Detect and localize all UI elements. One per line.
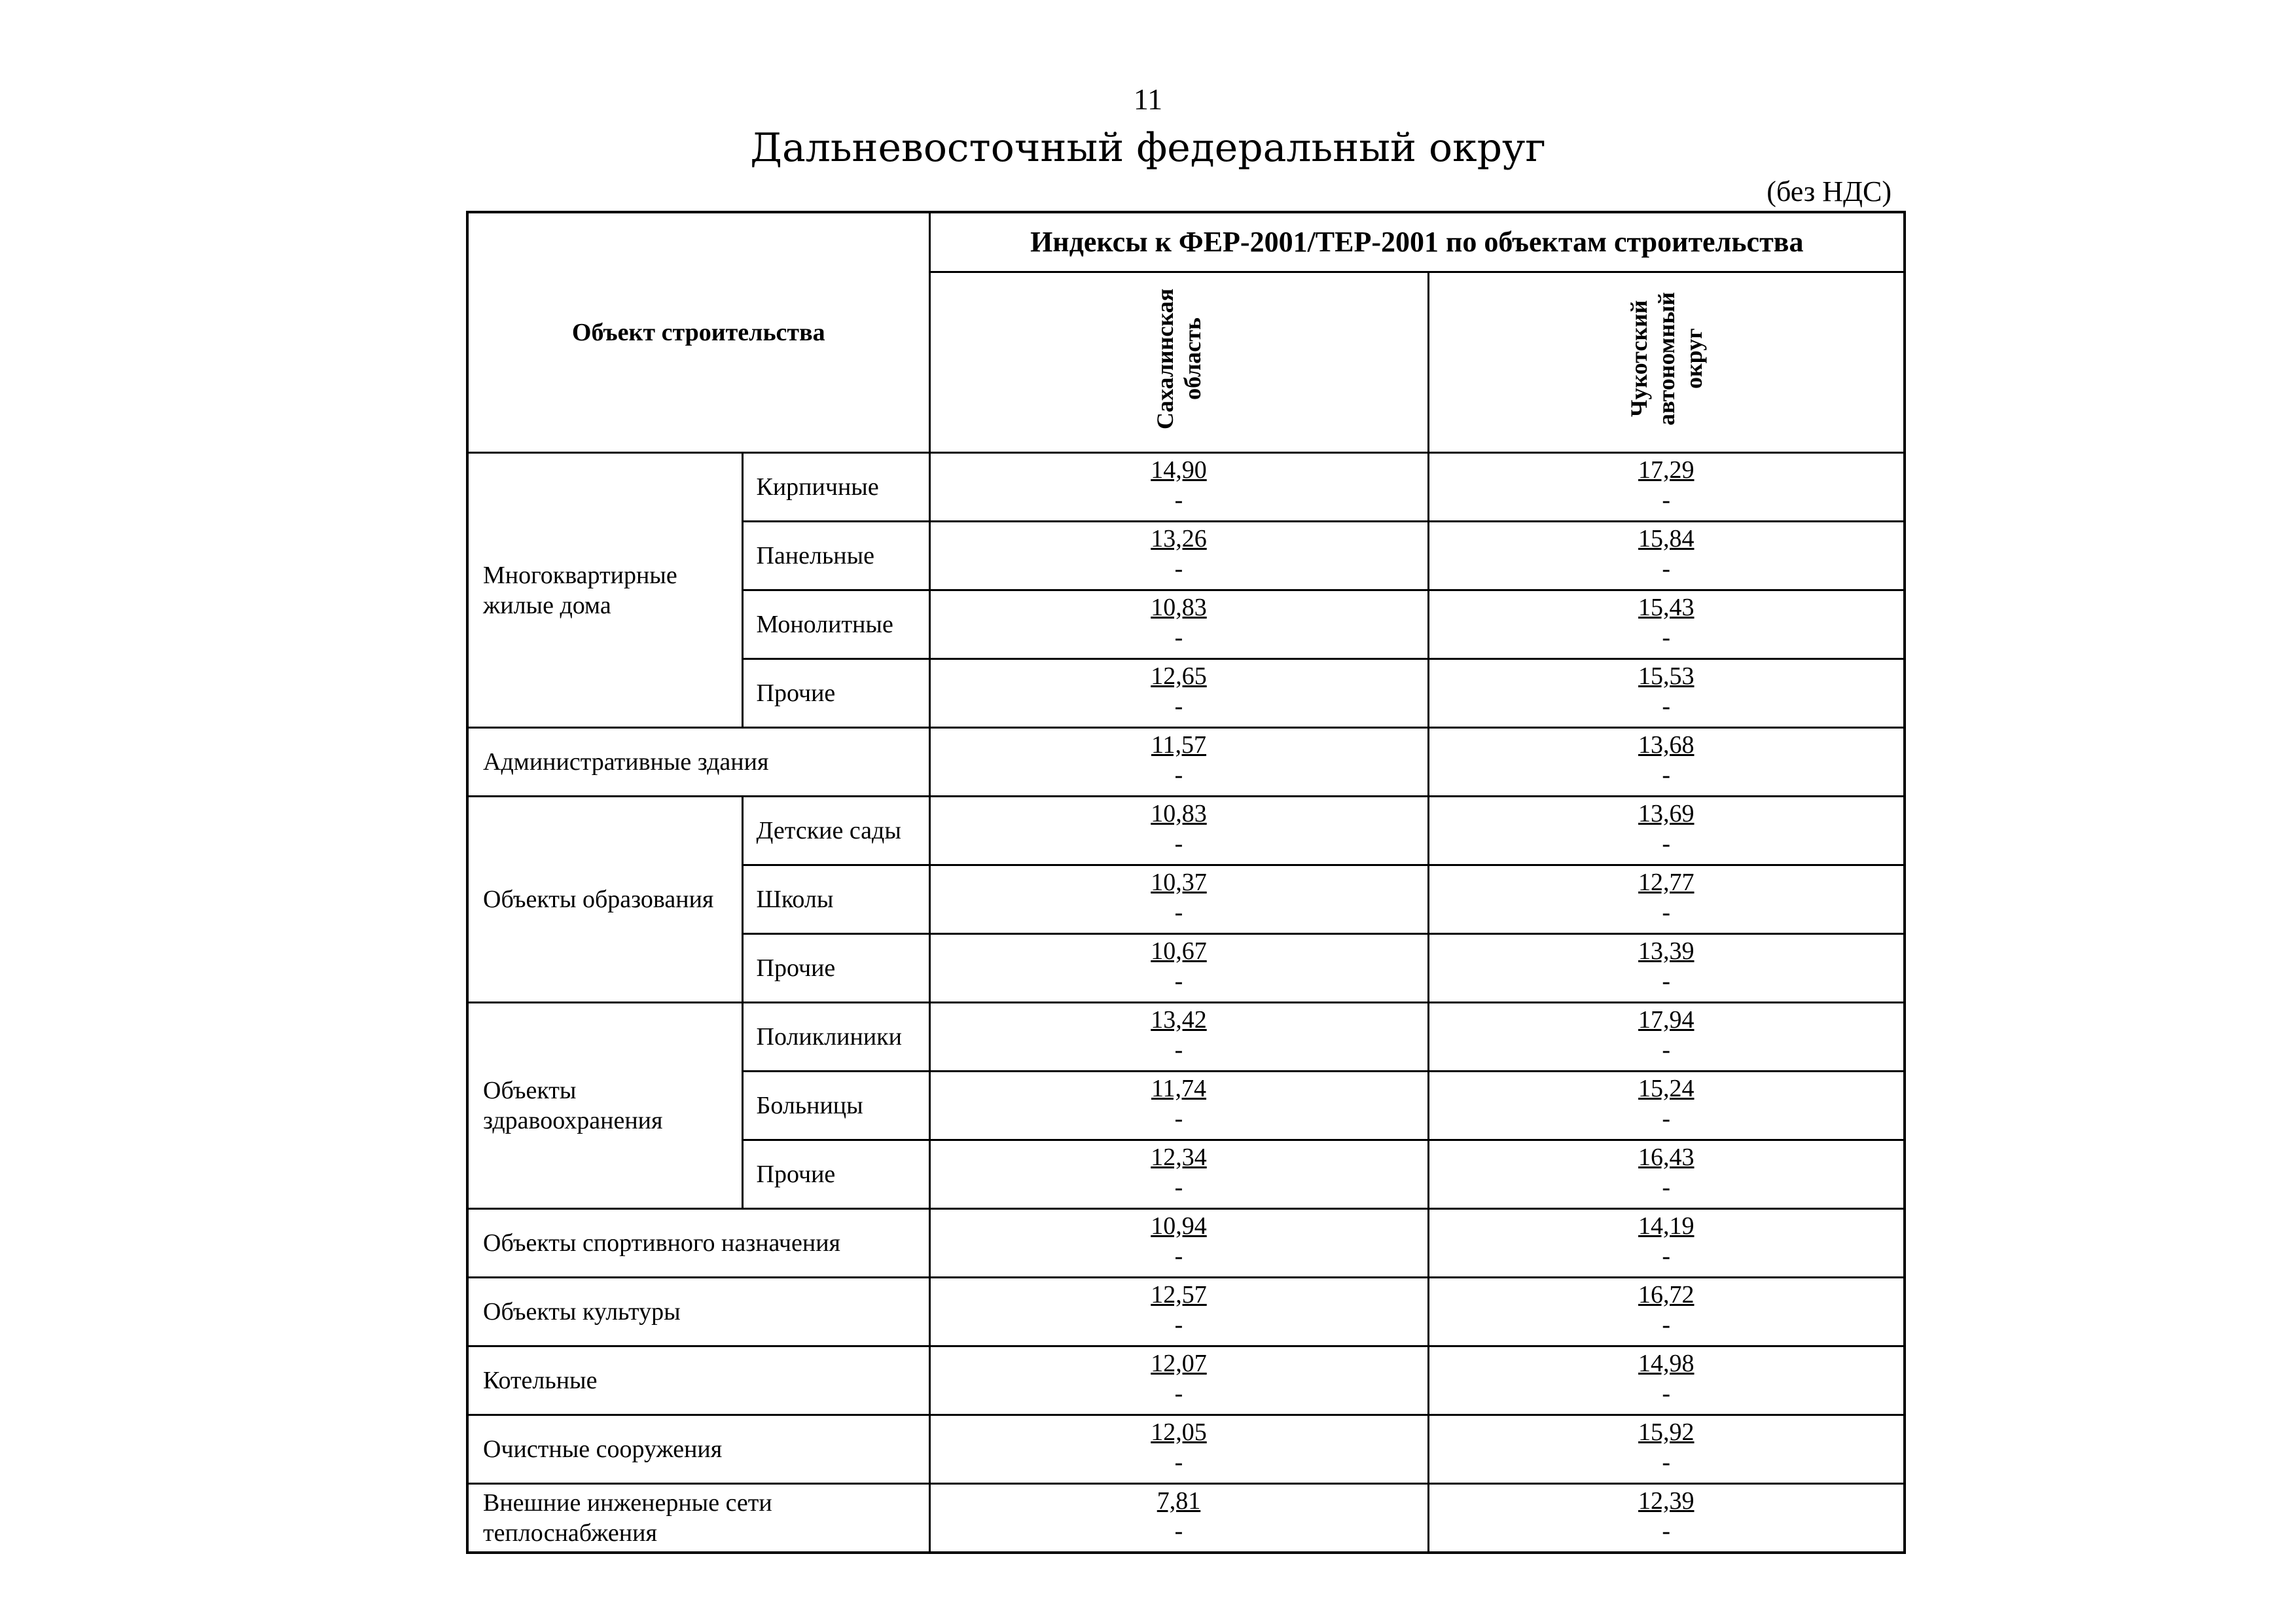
value-cell: 12,05 -: [929, 1415, 1428, 1484]
header-main: Индексы к ФЕР-2001/ТЕР-2001 по объектам строительства: [929, 212, 1905, 272]
value-cell: 14,90 -: [929, 453, 1428, 522]
row-label: Прочие: [742, 659, 929, 728]
value-cell: 13,69 -: [1428, 797, 1905, 865]
row-label: Объекты спортивного назначения: [467, 1209, 929, 1278]
row-label: Больницы: [742, 1072, 929, 1140]
value-cell: 17,94 -: [1428, 1003, 1905, 1072]
value-cell: 12,34 -: [929, 1140, 1428, 1209]
value-cell: 13,39 -: [1428, 934, 1905, 1003]
value-cell: 15,92 -: [1428, 1415, 1905, 1484]
table-row: [467, 1209, 1905, 1278]
row-label: Очистные сооружения: [467, 1415, 929, 1484]
region-label: Чукотский автономный округ: [1625, 292, 1707, 425]
value-cell: 15,84 -: [1428, 522, 1905, 590]
value-cell: 12,65 -: [929, 659, 1428, 728]
row-label: Школы: [742, 865, 929, 934]
value-cell: 10,67 -: [929, 934, 1428, 1003]
value-cell: 12,39 -: [1428, 1484, 1905, 1553]
value-cell: 12,77 -: [1428, 865, 1905, 934]
table-row: [467, 1003, 1905, 1072]
value-cell: 12,57 -: [929, 1278, 1428, 1346]
value-cell: 15,53 -: [1428, 659, 1905, 728]
value-cell: 16,72 -: [1428, 1278, 1905, 1346]
table-row: [467, 453, 1905, 522]
row-label: Внешние инженерные сети теплоснабжения: [467, 1484, 929, 1553]
table-row: [467, 1278, 1905, 1346]
table-row: [467, 728, 1905, 797]
value-cell: 13,42 -: [929, 1003, 1428, 1072]
header-region-sakhalin: [929, 272, 1428, 453]
row-label: Прочие: [742, 1140, 929, 1209]
group-education: Объекты образования: [467, 797, 742, 1003]
row-label: Объекты культуры: [467, 1278, 929, 1346]
table-row: [467, 1484, 1905, 1553]
value-cell: 7,81 -: [929, 1484, 1428, 1553]
page-title: Дальневосточный федеральный округ: [750, 125, 1546, 171]
row-label: Кирпичные: [742, 453, 929, 522]
value-cell: 12,07 -: [929, 1346, 1428, 1415]
value-cell: 10,94 -: [929, 1209, 1428, 1278]
value-cell: 10,83 -: [929, 590, 1428, 659]
table-row: [467, 797, 1905, 865]
units-note: (без НДС): [1767, 175, 1892, 208]
value-cell: 14,19 -: [1428, 1209, 1905, 1278]
row-label: Котельные: [467, 1346, 929, 1415]
row-label: Административные здания: [467, 728, 929, 797]
value-cell: 15,24 -: [1428, 1072, 1905, 1140]
value-cell: 13,68 -: [1428, 728, 1905, 797]
row-label: Панельные: [742, 522, 929, 590]
row-label: Детские сады: [742, 797, 929, 865]
row-label: Прочие: [742, 934, 929, 1003]
value-cell: 11,74 -: [929, 1072, 1428, 1140]
value-cell: 17,29 -: [1428, 453, 1905, 522]
row-label: Монолитные: [742, 590, 929, 659]
header-object: Объект строительства: [467, 212, 929, 453]
value-cell: 13,26 -: [929, 522, 1428, 590]
table-row: [467, 1346, 1905, 1415]
table-row: [467, 1415, 1905, 1484]
value-cell: 14,98 -: [1428, 1346, 1905, 1415]
index-table: [466, 211, 1906, 1554]
value-cell: 11,57 -: [929, 728, 1428, 797]
region-label: Сахалинская область: [1152, 288, 1206, 429]
header-region-chukotka: [1428, 272, 1905, 453]
group-apartments: Многоквартирные жилые дома: [467, 453, 742, 728]
value-cell: 15,43 -: [1428, 590, 1905, 659]
value-cell: 10,83 -: [929, 797, 1428, 865]
row-label: Поликлиники: [742, 1003, 929, 1072]
group-health: Объекты здравоохранения: [467, 1003, 742, 1209]
value-cell: 10,37 -: [929, 865, 1428, 934]
page-number: 11: [1133, 82, 1163, 116]
value-cell: 16,43 -: [1428, 1140, 1905, 1209]
